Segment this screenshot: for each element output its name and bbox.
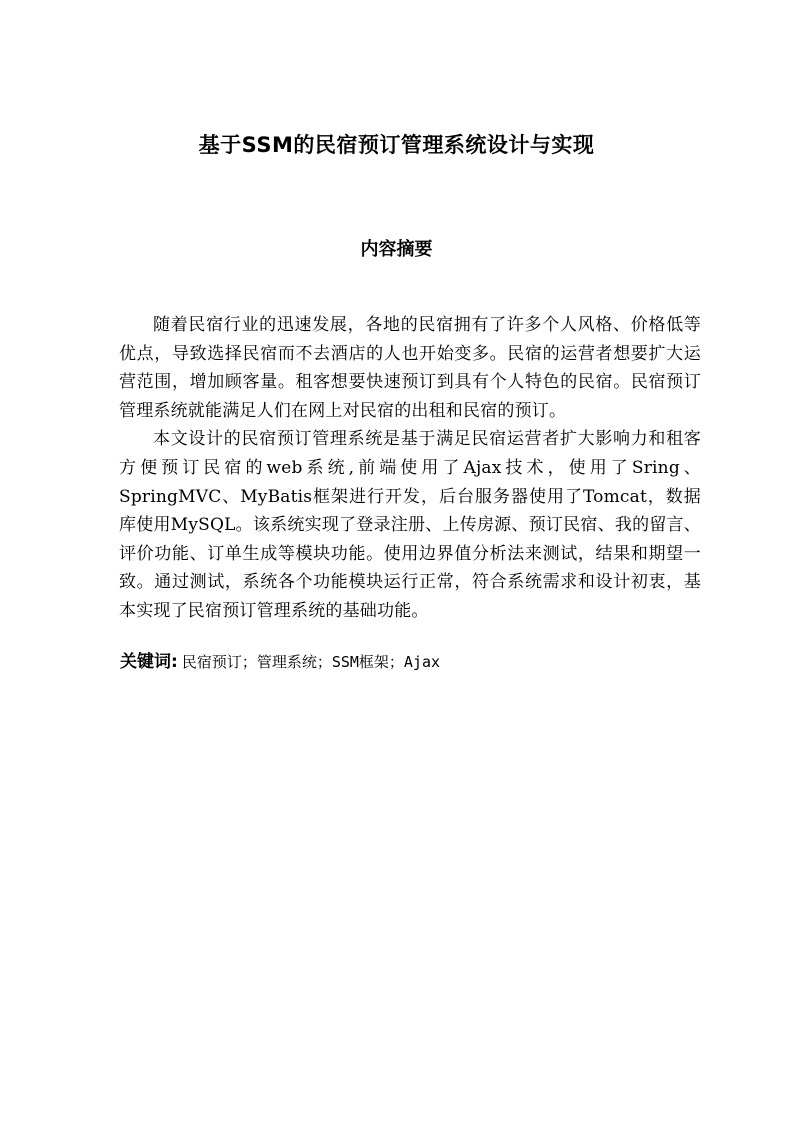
keywords-line: [120, 648, 700, 676]
keywords-values: 民宿预订；管理系统；SSM框架；Ajax: [181, 653, 441, 671]
abstract-paragraph-2: 本文设计的民宿预订管理系统是基于满足民宿运营者扩大影响力和租客方便预订民宿的web系统,前端使用了Ajax技术，使用了Sring、SpringMVC、MyBatis框架进行开发，后台服务器使用了Tomcat，数据库使用MySQL。该系统实现了登录注册、上传房源、预订民宿、我的留言、评价功能、订单生成等模块功能。使用边界值分析法来测试，结果和期望一致。通过测试，系统各个功能模块运行正常，符合系统需求和设计初衷，基本实现了民宿预订管理系统的基础功能。: [119, 429, 701, 621]
abstract-heading: 内容摘要: [360, 239, 433, 260]
abstract-paragraph-1: 随着民宿行业的迅速发展，各地的民宿拥有了许多个人风格、价格低等优点，导致选择民宿而不去酒店的人也开始变多。民宿的运营者想要扩大运营范围，增加顾客量。租客想要快速预订到具有个人特色的民宿。民宿预订管理系统就能满足人们在网上对民宿的出租和民宿的预订。: [119, 315, 701, 421]
abstract-body: [119, 311, 701, 626]
keywords-label: 关键词:: [120, 652, 178, 672]
document-title: 基于SSM的民宿预订管理系统设计与实现: [198, 133, 595, 157]
